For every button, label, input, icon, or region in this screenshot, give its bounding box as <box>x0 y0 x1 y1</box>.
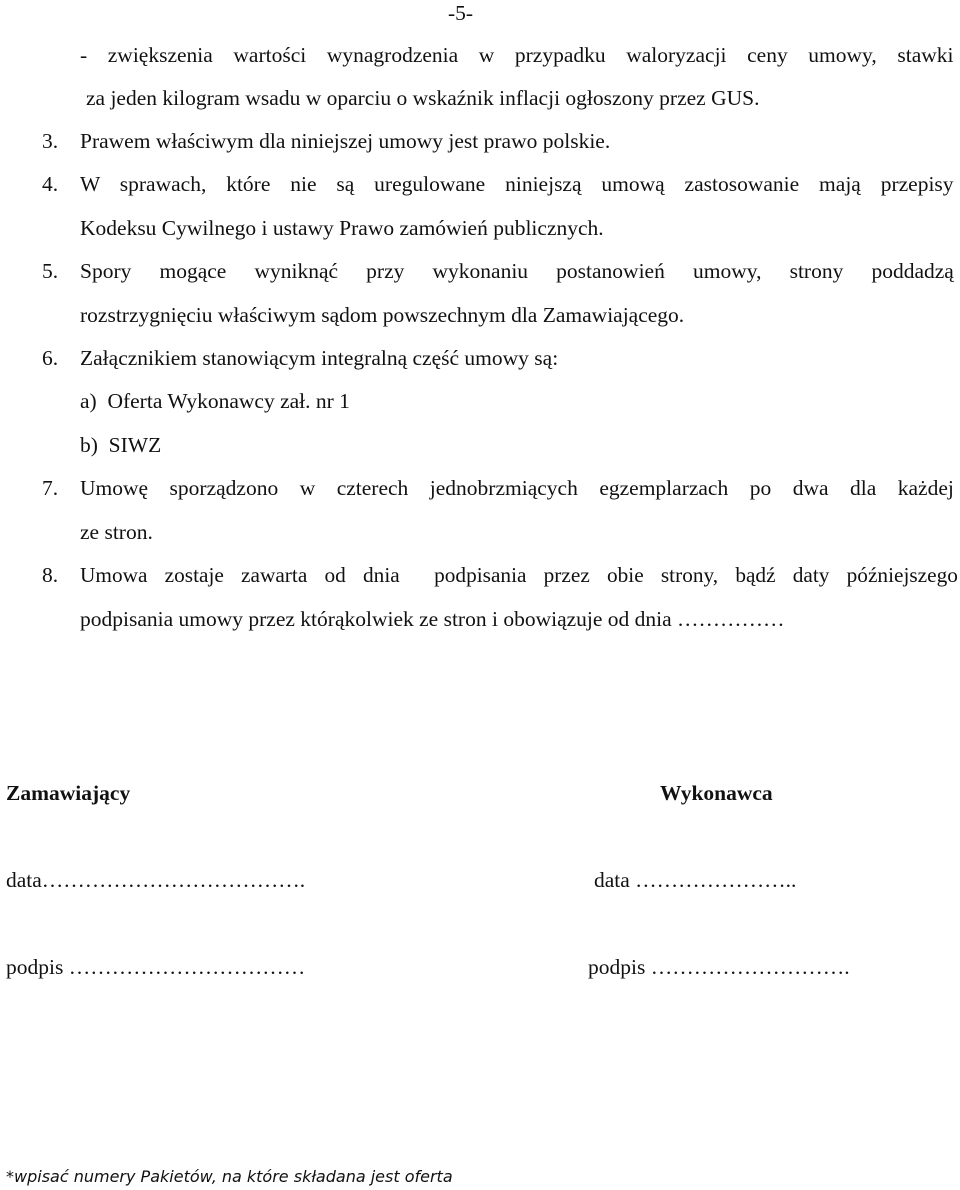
signature-date-right: data ………………….. <box>594 868 797 892</box>
paragraph-8-number: 8. <box>42 563 59 587</box>
paragraph-3-number: 3. <box>42 129 59 153</box>
paragraph-valorization-line-2: za jeden kilogram wsadu w oparciu o wskaźnik inflacji ogłoszony przez GUS. <box>86 86 760 110</box>
signature-sign-left: podpis …………………………… <box>6 955 306 979</box>
paragraph-7-number: 7. <box>42 476 59 500</box>
footnote: *wpisać numery Pakietów, na które składana jest oferta <box>6 1167 453 1186</box>
paragraph-3-text: Prawem właściwym dla niniejszej umowy jest prawo polskie. <box>80 129 611 153</box>
paragraph-valorization-line-1: - zwiększenia wartości wynagrodzenia w przypadku waloryzacji ceny umowy, stawki <box>80 43 954 67</box>
paragraph-4-number: 4. <box>42 172 59 196</box>
paragraph-6-number: 6. <box>42 346 59 370</box>
paragraph-4-line-1: W sprawach, które nie są uregulowane niniejszą umową zastosowanie mają przepisy <box>80 172 954 196</box>
paragraph-7-line-2: ze stron. <box>80 520 153 544</box>
paragraph-8-line-2: podpisania umowy przez którąkolwiek ze stron i obowiązuje od dnia …………… <box>80 607 785 631</box>
signature-heading-contractor: Wykonawca <box>660 781 773 805</box>
paragraph-4-line-2: Kodeksu Cywilnego i ustawy Prawo zamówień publicznych. <box>80 216 604 240</box>
attachment-item-a: a) Oferta Wykonawcy zał. nr 1 <box>80 389 350 413</box>
signature-sign-right: podpis ………………………. <box>588 955 850 979</box>
page-number: -5- <box>448 1 474 25</box>
paragraph-5-line-2: rozstrzygnięciu właściwym sądom powszechnym dla Zamawiającego. <box>80 303 685 327</box>
paragraph-6-text: Załącznikiem stanowiącym integralną część umowy są: <box>80 346 559 370</box>
signature-heading-contracting-authority: Zamawiający <box>6 781 131 805</box>
paragraph-5-line-1: Spory mogące wyniknąć przy wykonaniu postanowień umowy, strony poddadzą <box>80 259 954 283</box>
paragraph-7-line-1: Umowę sporządzono w czterech jednobrzmiących egzemplarzach po dwa dla każdej <box>80 476 954 500</box>
signature-date-left: data………………………………. <box>6 868 306 892</box>
paragraph-8-line-1: Umowa zostaje zawarta od dnia podpisania przez obie strony, bądź daty późniejszego <box>80 563 958 587</box>
attachment-item-b: b) SIWZ <box>80 433 162 457</box>
paragraph-5-number: 5. <box>42 259 59 283</box>
